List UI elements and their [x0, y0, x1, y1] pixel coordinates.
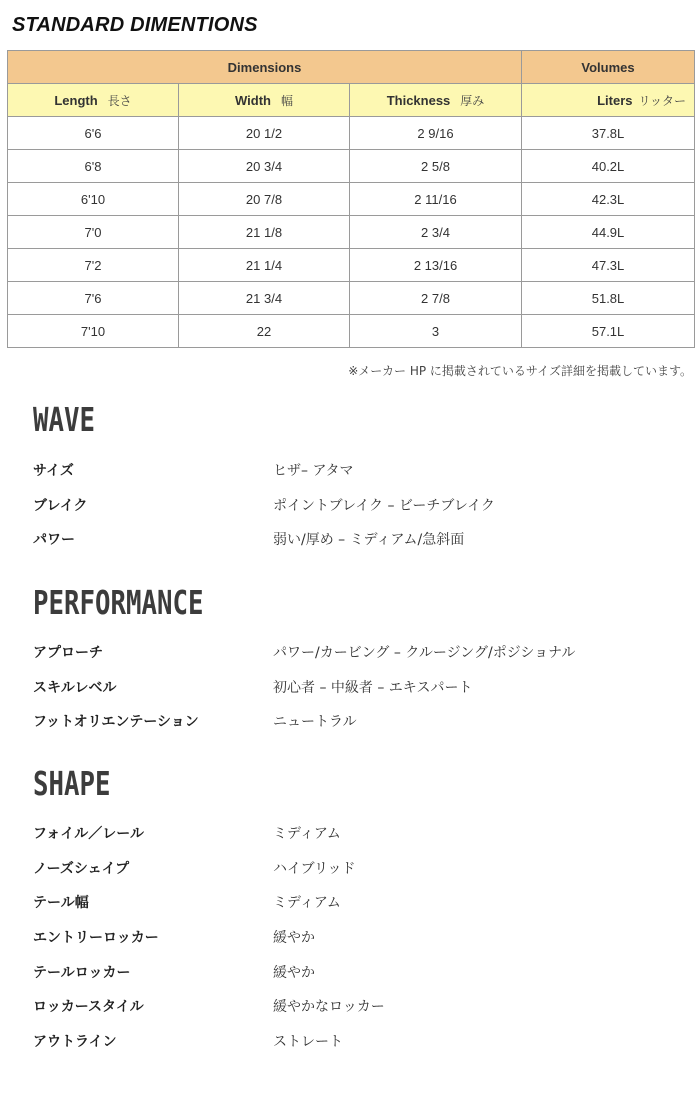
spec-row [33, 522, 673, 557]
spec-value: パワー/カービング – クルージング/ポジショナル [273, 645, 576, 662]
spec-label: アプローチ [33, 645, 103, 662]
cell-thickness: 3 [350, 315, 522, 348]
cell-length: 7'6 [8, 282, 179, 315]
volumes-group-header: Volumes [522, 51, 695, 84]
spec-row [33, 816, 673, 851]
spec-label: パワー [33, 532, 75, 549]
cell-width: 21 1/8 [179, 216, 350, 249]
column-header-thickness: Thickness 厚み [350, 84, 522, 117]
cell-thickness: 2 3/4 [350, 216, 522, 249]
column-header-liters: Liters リッター [522, 84, 695, 117]
page-title: STANDARD DIMENTIONS [12, 14, 258, 36]
spec-label: テール幅 [33, 895, 89, 912]
spec-label: フットオリエンテーション [33, 714, 199, 731]
spec-label: エントリーロッカー [33, 930, 159, 947]
cell-length: 7'0 [8, 216, 179, 249]
cell-length: 7'2 [8, 249, 179, 282]
spec-value: ポイントブレイク – ビーチブレイク [273, 497, 495, 514]
spec-label: スキルレベル [33, 679, 117, 696]
performance-spec-list [33, 635, 673, 739]
cell-thickness: 2 9/16 [350, 117, 522, 150]
spec-row [33, 635, 673, 670]
spec-label: アウトライン [33, 1033, 117, 1050]
spec-value: 緩やか [273, 964, 315, 981]
spec-label: テールロッカー [33, 964, 131, 981]
cell-liters: 37.8L [522, 117, 695, 150]
table-row [8, 150, 695, 183]
shape-spec-list [33, 816, 673, 1058]
table-row [8, 249, 695, 282]
cell-liters: 40.2L [522, 150, 695, 183]
spec-value: ストレート [273, 1033, 343, 1050]
cell-liters: 44.9L [522, 216, 695, 249]
cell-length: 6'10 [8, 183, 179, 216]
spec-row [33, 989, 673, 1024]
cell-liters: 47.3L [522, 249, 695, 282]
spec-value: ミディアム [273, 826, 341, 843]
spec-value: 初心者 – 中級者 – エキスパート [273, 679, 473, 696]
table-row [8, 216, 695, 249]
spec-value: 弱い/厚め – ミディアム/急斜面 [273, 532, 465, 549]
cell-width: 21 3/4 [179, 282, 350, 315]
spec-row [33, 704, 673, 739]
spec-row [33, 954, 673, 989]
spec-label: ノーズシェイプ [33, 860, 130, 877]
spec-row [33, 1024, 673, 1059]
spec-row [33, 920, 673, 955]
section-title-performance: PERFORMANCE [33, 583, 204, 622]
spec-row [33, 670, 673, 705]
cell-width: 20 3/4 [179, 150, 350, 183]
table-row [8, 315, 695, 348]
table-row [8, 282, 695, 315]
spec-row [33, 488, 673, 523]
spec-value: ニュートラル [273, 714, 357, 731]
wave-spec-list [33, 453, 673, 557]
cell-liters: 42.3L [522, 183, 695, 216]
dimensions-table [7, 50, 695, 348]
cell-width: 20 1/2 [179, 117, 350, 150]
cell-length: 7'10 [8, 315, 179, 348]
cell-thickness: 2 13/16 [350, 249, 522, 282]
cell-length: 6'8 [8, 150, 179, 183]
spec-value: 緩やか [273, 930, 315, 947]
spec-label: ロッカースタイル [33, 999, 144, 1016]
spec-value: ハイブリッド [273, 860, 356, 877]
spec-label: フォイル／レール [33, 826, 145, 843]
source-note: ※メーカー HP に掲載されているサイズ詳細を掲載しています。 [348, 364, 692, 378]
cell-width: 20 7/8 [179, 183, 350, 216]
spec-value: 緩やかなロッカー [273, 999, 385, 1016]
table-row [8, 117, 695, 150]
column-header-width: Width 幅 [179, 84, 350, 117]
cell-thickness: 2 11/16 [350, 183, 522, 216]
cell-thickness: 2 7/8 [350, 282, 522, 315]
cell-liters: 57.1L [522, 315, 695, 348]
spec-row [33, 851, 673, 886]
spec-label: サイズ [33, 463, 74, 480]
spec-value: ミディアム [273, 895, 341, 912]
column-header-length: Length 長さ [8, 84, 179, 117]
section-title-shape: SHAPE [33, 764, 111, 803]
spec-label: ブレイク [33, 497, 88, 514]
cell-width: 21 1/4 [179, 249, 350, 282]
cell-thickness: 2 5/8 [350, 150, 522, 183]
cell-length: 6'6 [8, 117, 179, 150]
cell-liters: 51.8L [522, 282, 695, 315]
spec-row [33, 453, 673, 488]
dimensions-group-header: Dimensions [8, 51, 522, 84]
spec-value: ヒザ– アタマ [273, 463, 354, 480]
section-title-wave: WAVE [33, 400, 95, 439]
cell-width: 22 [179, 315, 350, 348]
spec-row [33, 885, 673, 920]
table-row [8, 183, 695, 216]
